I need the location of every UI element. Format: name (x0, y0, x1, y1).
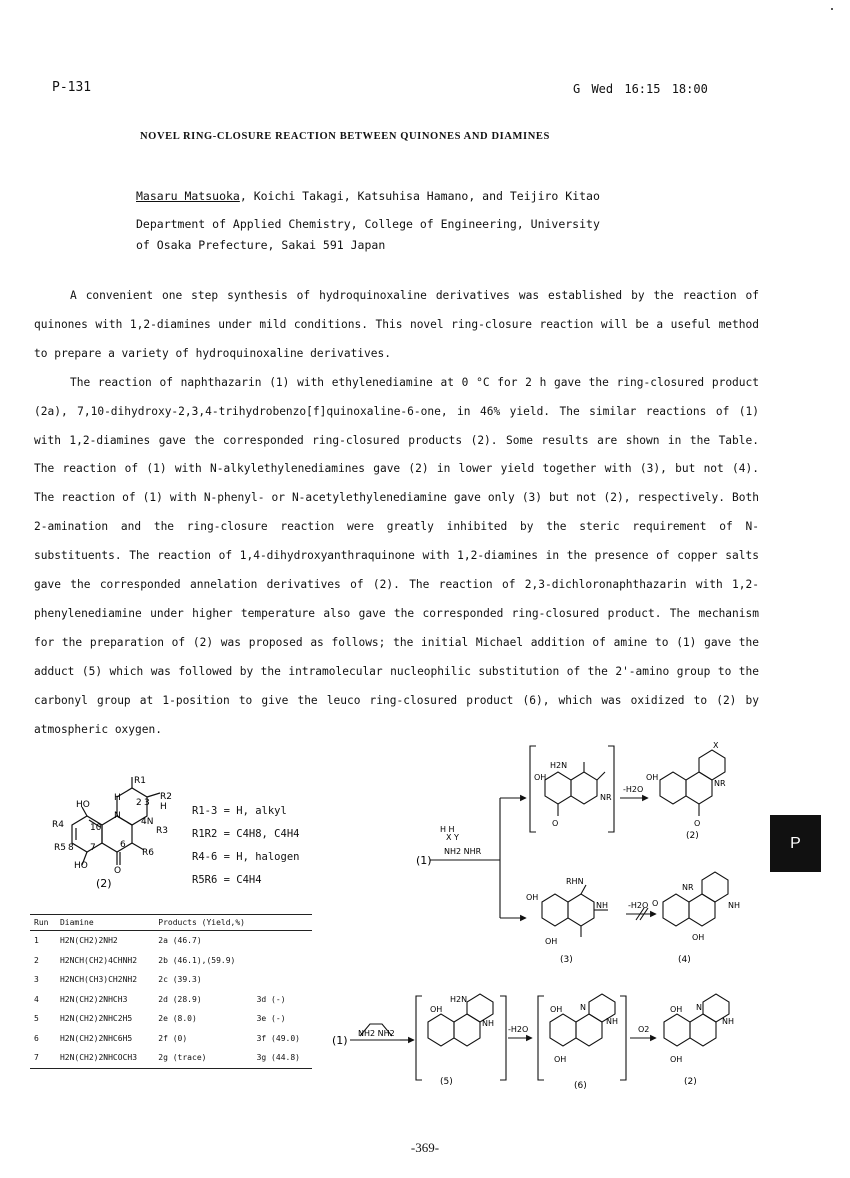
atom-oh: OH (550, 1005, 563, 1014)
table-row (30, 1048, 312, 1068)
atom-oh: OH (526, 893, 539, 902)
cell-product-3 (253, 970, 312, 990)
start-label: (1) (416, 854, 432, 867)
author-list (136, 189, 600, 203)
affiliation-line-2: of Osaka Prefecture, Sakai 591 Japan (136, 238, 386, 252)
minus-water: -H2O (623, 785, 644, 794)
atom-o: O (694, 819, 701, 828)
atom-r1: R1 (134, 776, 146, 786)
atom-oh: OH (554, 1055, 567, 1064)
oxidant: O2 (638, 1025, 650, 1034)
cell-diamine: H2NCH(CH3)CH2NH2 (59, 975, 138, 985)
cell-product-3: 3d (-) (256, 994, 286, 1004)
col-run: Run (30, 915, 56, 931)
minus-water: -H2O (508, 1025, 529, 1034)
atom-oh: OH (646, 773, 659, 782)
atom-oh: OH (534, 773, 547, 782)
atom-o: O (552, 819, 559, 828)
section-tab-marker: P (770, 815, 821, 872)
atom-nr: NR (600, 793, 612, 802)
pos-2: 2 (136, 798, 142, 808)
ring-b (102, 816, 132, 852)
atom-rhn: RHN (566, 877, 584, 886)
atom-n4: 4N (141, 817, 154, 827)
start-label: (1) (332, 1034, 348, 1047)
atom-r4: R4 (52, 820, 64, 830)
atom-oh: OH (670, 1005, 683, 1014)
cell-run: 7 (30, 1048, 56, 1068)
pos-3: 3 (144, 798, 150, 808)
product-label-2: (2) (684, 1077, 697, 1087)
reagent-h: H H (440, 825, 455, 834)
atom-ho-top: HO (76, 800, 90, 810)
intermediate-label-5: (5) (440, 1077, 453, 1087)
cell-product-3: 3f (49.0) (256, 1033, 300, 1043)
reaction-scheme (330, 740, 750, 1100)
scan-speck (831, 8, 833, 10)
atom-nh: NH (606, 1017, 618, 1026)
cell-product-3: 3e (-) (256, 1014, 286, 1024)
atom-n1: N (114, 811, 121, 821)
atom-h2n: H2N (550, 761, 568, 770)
results-table (30, 914, 312, 1069)
cell-product-3 (253, 931, 312, 951)
cell-product-2: 2c (39.3) (158, 975, 202, 985)
intermediate-label-6: (6) (574, 1081, 587, 1091)
product-label-2: (2) (686, 831, 699, 841)
table-row (30, 990, 312, 1010)
atom-oh: OH (670, 1055, 683, 1064)
reagent-top: NH2 NHR (444, 847, 482, 856)
cell-run: 4 (34, 994, 39, 1004)
atom-nh: NH (482, 1019, 494, 1028)
cell-run: 1 (34, 936, 39, 946)
table-row (30, 931, 312, 951)
cell-diamine: H2N(CH2)2NHCH3 (59, 994, 128, 1004)
col-products: Products (Yield,%) (154, 915, 312, 931)
atom-n: N (696, 1003, 702, 1012)
ring (571, 772, 597, 804)
atom-n: N (580, 1003, 586, 1012)
atom-r3: R3 (156, 826, 168, 836)
atom-nh: NH (722, 1017, 734, 1026)
cell-product-2: 2e (8.0) (158, 1014, 197, 1024)
atom-h: H (114, 793, 121, 803)
presenting-author: Masaru Matsuoka (136, 189, 240, 203)
atom-oh: OH (545, 937, 558, 946)
atom-nh: NH (728, 901, 740, 910)
atom-h2: H (160, 802, 167, 812)
page-number: -369- (410, 1140, 440, 1155)
atom-h2n: H2N (450, 995, 468, 1004)
cell-product-2: 2g (trace) (154, 1048, 252, 1068)
atom-oh: OH (430, 1005, 443, 1014)
table-row (30, 1009, 312, 1029)
cell-diamine: H2NCH(CH2)4CHNH2 (59, 955, 138, 965)
pos-10: 10 (90, 823, 102, 833)
structure-2-diagram (52, 775, 192, 893)
cell-product-3 (253, 951, 312, 971)
atom-nh: NH (596, 901, 608, 910)
pos-7: 7 (90, 843, 96, 853)
pos-8: 8 (68, 843, 74, 853)
paragraph-2: The reaction of naphthazarin (1) with ethylenediamine at 0 °C for 2 h gave the ring-closured product (2a), 7,10-dihydroxy-2,3,4-trihydrobenzo[f]quinoxaline-6-one, in 46% yield. The similar reactions of (1) with 1,2-diamines gave the corresponded ring-closured products (2). Some results are shown in the Table. The reaction of (1) with N-alkylethylenediamines gave (2) in lower yield together with (3), but not (4). The reaction of (1) with N-phenyl- or N-acetylethylenediamine gave only (3) but not (2), respectively. Both 2-amination and the ring-closure reaction were greatly inhibited by the steric requirement of N-substituents. The reaction of 1,4-dihydroxyanthraquinone with 1,2-diamines in the presence of copper salts gave the corresponded annelation derivatives of (2). The reaction of 2,3-dichloronaphthazarin with 1,2-phenylenediamine under higher temperature also gave the corresponded ring-closured product. The mechanism for the preparation of (2) was proposed as follows; the initial Michael addition of amine to (1) gave the adduct (5) which was followed by the intramolecular nucleophilic substitution of the 2'-amino group to the carbonyl group at 1-position to give the leuco ring-closured product (6), which was oxidized to (2) by atmospheric oxygen. (34, 375, 759, 736)
def-line: R1-3 = H, alkyl (192, 805, 287, 817)
atom-o: O (652, 899, 659, 908)
substituent-definitions (192, 800, 299, 892)
atom-r2: R2 (160, 792, 172, 802)
affiliation-line-1: Department of Applied Chemistry, College of Engineering, University (136, 217, 600, 231)
def-line: R1R2 = C4H8, C4H4 (192, 828, 300, 840)
atom-n: NR (682, 883, 694, 892)
atom-nr: NR (714, 779, 726, 788)
table-row (30, 1029, 312, 1049)
col-diamine: Diamine (56, 915, 154, 931)
presentation-code: P-131 (52, 80, 92, 95)
cell-product-2: 2b (46.1),(59.9) (158, 955, 236, 965)
atom-ho-bottom: HO (74, 861, 88, 871)
product-label-3: (3) (560, 955, 573, 965)
cell-run: 2 (34, 955, 39, 965)
ring (545, 772, 571, 804)
table-row (30, 951, 312, 971)
def-line: R5R6 = C4H4 (192, 874, 262, 886)
minus-water: -H2O (628, 901, 649, 910)
atom-oh: OH (692, 933, 705, 942)
cell-product-2: 2f (0) (158, 1033, 188, 1043)
product-label-4: (4) (678, 955, 691, 965)
cell-diamine: H2N(CH2)2NHC2H5 (59, 1014, 133, 1024)
cell-diamine: H2N(CH2)2NHCOCH3 (56, 1048, 154, 1068)
atom-r6: R6 (142, 848, 154, 858)
atom-x: X (713, 741, 719, 750)
atom-r5: R5 (54, 843, 66, 853)
cell-diamine: H2N(CH2)2NH2 (59, 936, 118, 946)
atom-o: O (114, 866, 122, 876)
abstract-body (34, 282, 759, 745)
cell-run: 3 (34, 975, 39, 985)
co-authors: , Koichi Takagi, Katsuhisa Hamano, and Teijiro Kitao (239, 189, 600, 203)
session-time: G Wed 16:15 18:00 (573, 82, 708, 96)
def-line: R4-6 = H, halogen (192, 851, 300, 863)
cell-product-3: 3g (44.8) (253, 1048, 312, 1068)
pos-6: 6 (120, 840, 126, 850)
paragraph-1: A convenient one step synthesis of hydroquinoxaline derivatives was established by the reaction of quinones with 1,2-diamines under mild conditions. This novel ring-closure reaction will be a useful method to prepare a variety of hydroquinoxaline derivatives. (34, 289, 759, 360)
cell-product-2: 2d (28.9) (158, 994, 202, 1004)
table-header-row (30, 915, 312, 931)
cell-diamine: H2N(CH2)2NHC6H5 (59, 1033, 133, 1043)
reagent-bottom: NH2 NH2 (358, 1029, 395, 1038)
cell-run: 5 (34, 1014, 39, 1024)
structure-label: (2) (96, 877, 112, 890)
cell-run: 6 (34, 1033, 39, 1043)
cell-product-2: 2a (46.7) (158, 936, 202, 946)
reagent-xy: X Y (446, 833, 459, 842)
paper-title: NOVEL RING-CLOSURE REACTION BETWEEN QUINONES AND DIAMINES (140, 131, 550, 142)
table-row (30, 970, 312, 990)
